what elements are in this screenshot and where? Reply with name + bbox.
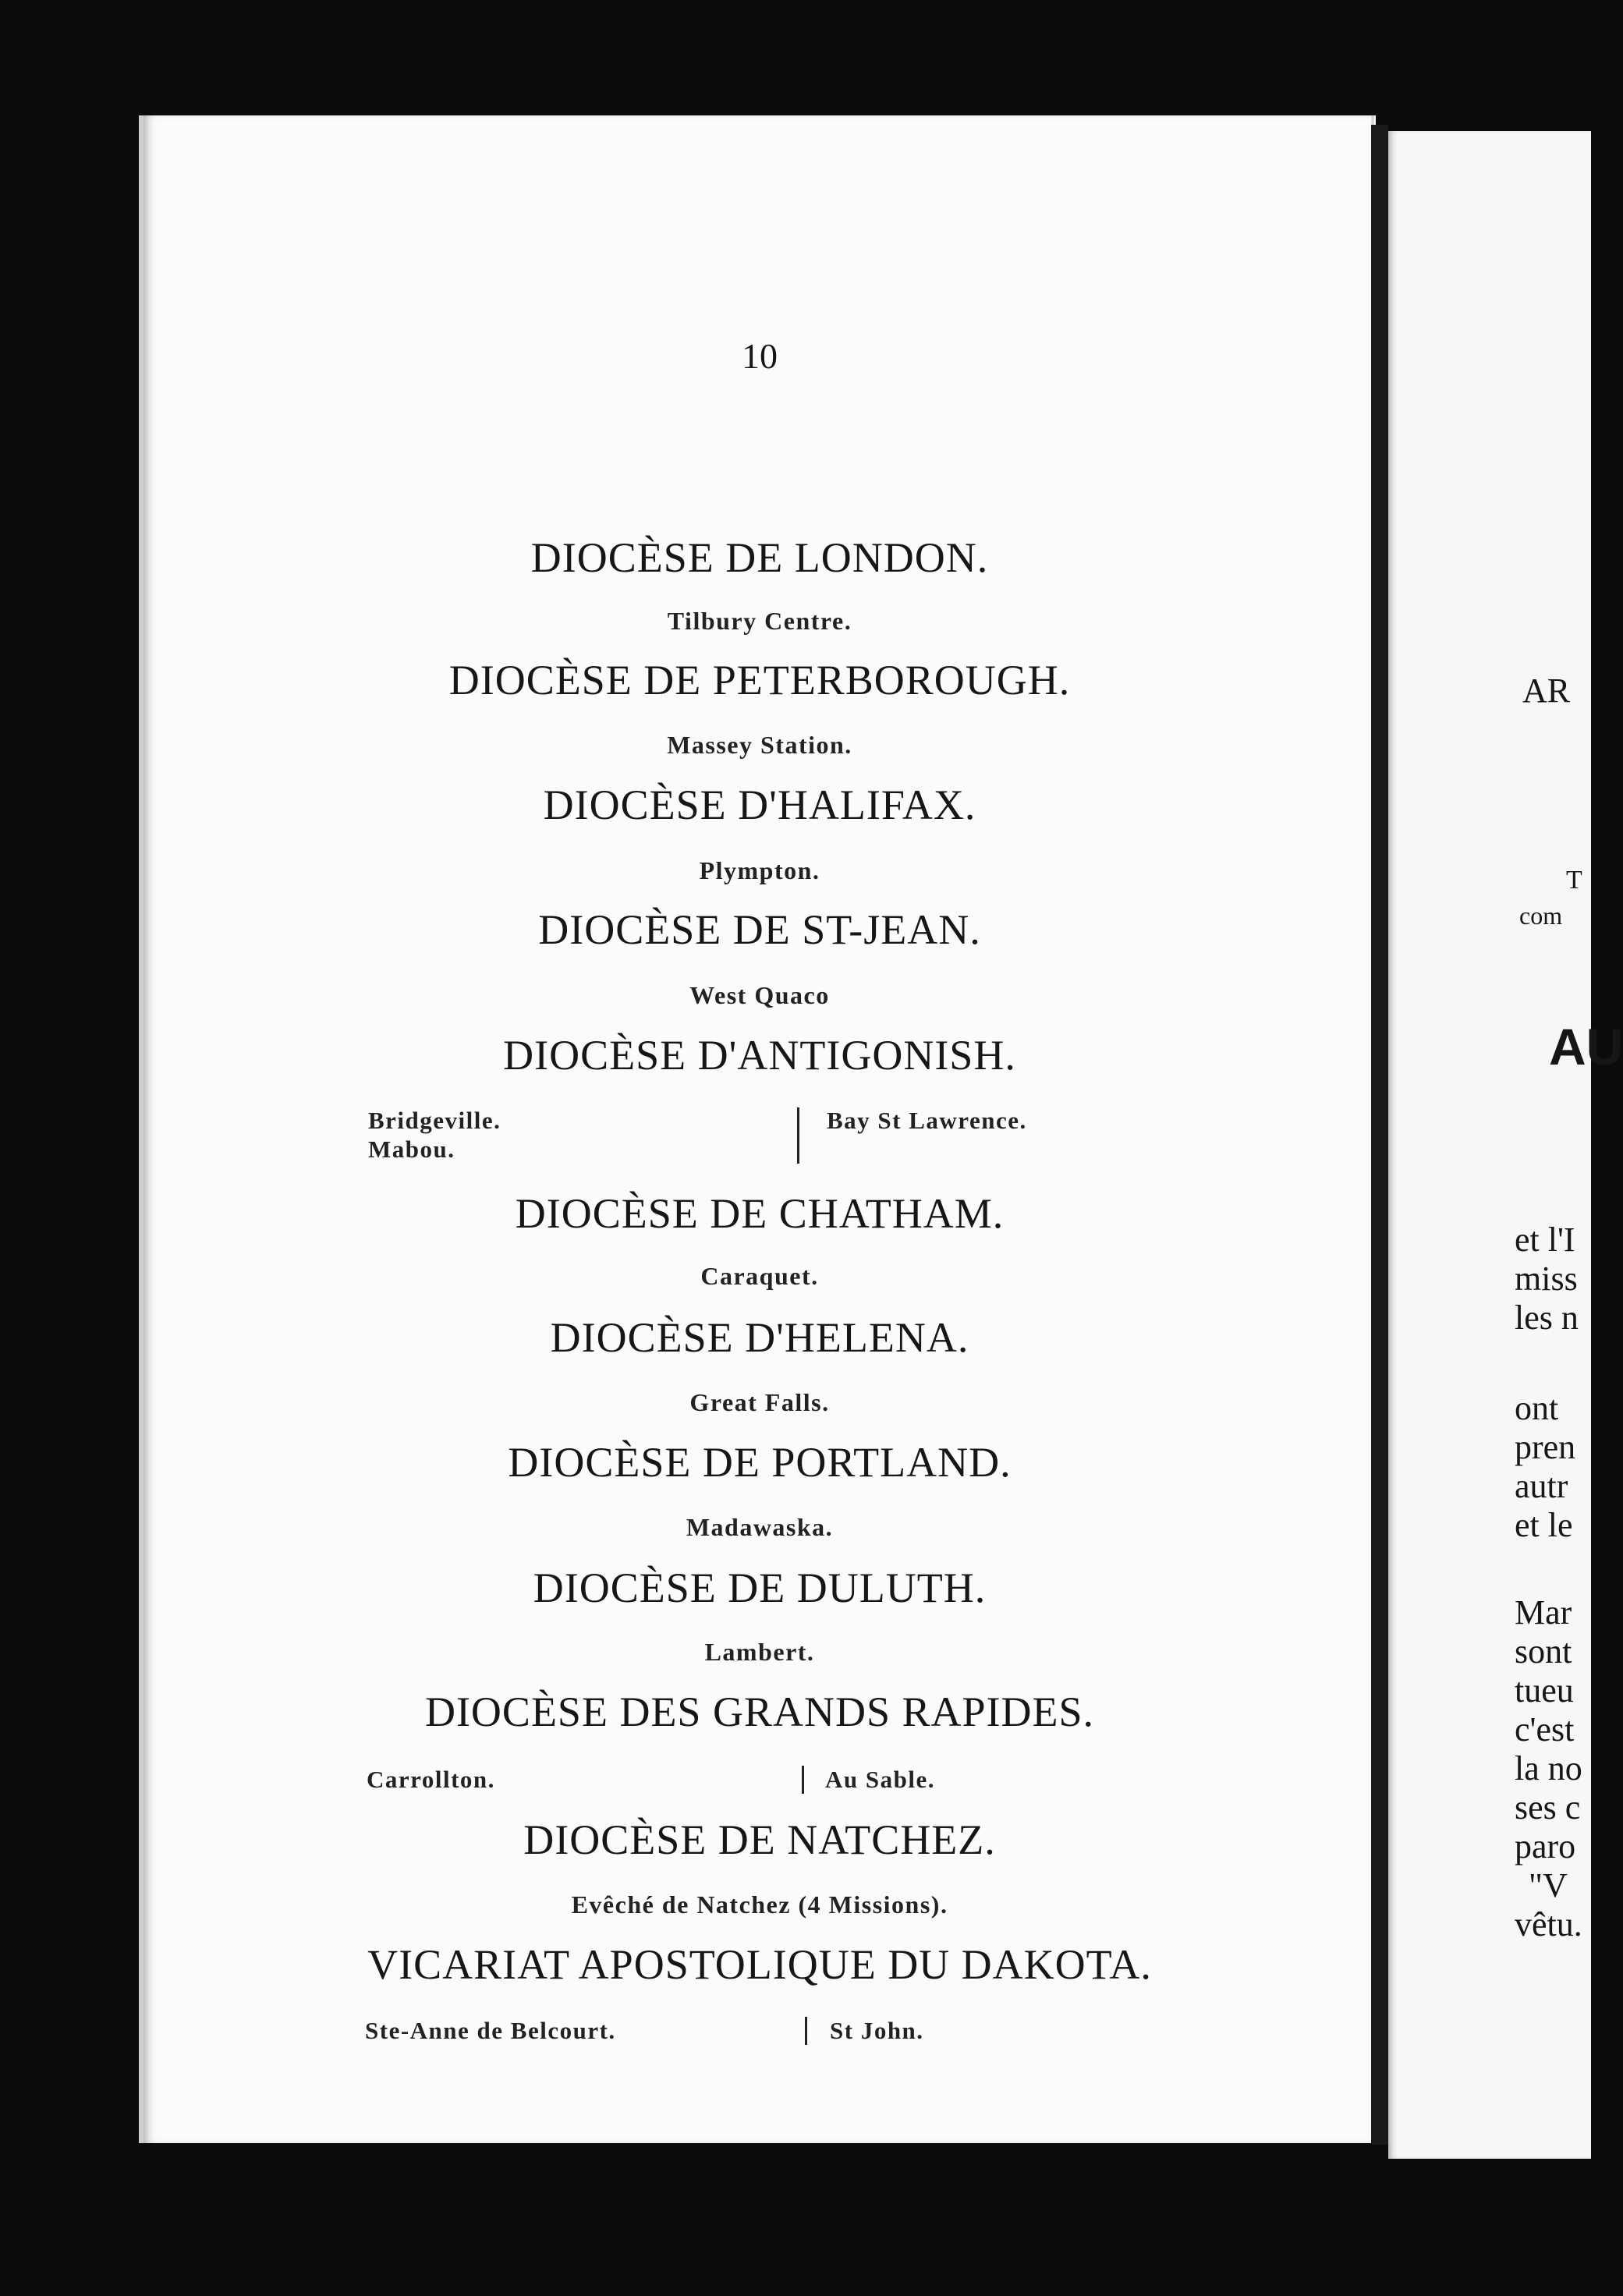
mission-place: Evêché de Natchez (4 Missions). bbox=[571, 1890, 948, 1919]
diocese-heading: DIOCÈSE DE ST-JEAN. bbox=[538, 906, 981, 953]
facing-text: ont bbox=[1515, 1389, 1559, 1427]
facing-text: c'est bbox=[1515, 1710, 1575, 1749]
column-divider bbox=[802, 1766, 804, 1794]
diocese-heading: DIOCÈSE D'ANTIGONISH. bbox=[503, 1032, 1016, 1079]
facing-text: les n bbox=[1515, 1299, 1579, 1337]
diocese-heading: DIOCÈSE DE DULUTH. bbox=[533, 1564, 987, 1611]
facing-text: AR bbox=[1522, 671, 1571, 710]
diocese-heading: DIOCÈSE D'HALIFAX. bbox=[543, 781, 976, 828]
facing-text: AU bbox=[1549, 1018, 1623, 1075]
diocese-heading: DIOCÈSE DE PORTLAND. bbox=[508, 1439, 1012, 1486]
diocese-heading: DIOCÈSE DES GRANDS RAPIDES. bbox=[424, 1688, 1095, 1735]
mission-place-left: Ste-Anne de Belcourt. bbox=[365, 2017, 616, 2044]
mission-place: Tilbury Centre. bbox=[667, 607, 852, 635]
book-gutter bbox=[1371, 125, 1388, 2145]
facing-text: paro bbox=[1515, 1827, 1576, 1866]
mission-place-left: Bridgeville. bbox=[368, 1107, 501, 1134]
facing-text: com bbox=[1519, 902, 1563, 930]
diocese-heading: VICARIAT APOSTOLIQUE DU DAKOTA. bbox=[367, 1941, 1152, 1988]
facing-text: la no bbox=[1515, 1749, 1582, 1788]
mission-place-left: Mabou. bbox=[368, 1136, 455, 1163]
facing-text: tueu bbox=[1515, 1671, 1574, 1710]
mission-place-right: Bay St Lawrence. bbox=[827, 1107, 1027, 1134]
column-divider bbox=[805, 2017, 807, 2045]
mission-place-right: St John. bbox=[830, 2017, 924, 2044]
left-page bbox=[139, 115, 1376, 2143]
facing-text: miss bbox=[1515, 1260, 1578, 1298]
column-divider bbox=[797, 1107, 799, 1164]
mission-place: West Quaco bbox=[689, 981, 830, 1009]
facing-text: T bbox=[1566, 866, 1582, 895]
diocese-heading: DIOCÈSE DE NATCHEZ. bbox=[523, 1816, 996, 1863]
facing-text: pren bbox=[1515, 1428, 1576, 1466]
facing-page bbox=[1388, 131, 1623, 2159]
mission-place-right: Au Sable. bbox=[825, 1766, 935, 1793]
facing-text: et l'I bbox=[1515, 1221, 1575, 1259]
facing-text: et le bbox=[1515, 1506, 1573, 1544]
diocese-heading: DIOCÈSE DE CHATHAM. bbox=[515, 1190, 1005, 1237]
diocese-heading: DIOCÈSE DE PETERBOROUGH. bbox=[448, 657, 1071, 703]
mission-place: Lambert. bbox=[704, 1638, 815, 1666]
facing-text: autr bbox=[1515, 1467, 1568, 1505]
facing-text: sont bbox=[1515, 1632, 1572, 1671]
diocese-heading: DIOCÈSE DE LONDON. bbox=[530, 534, 989, 581]
page-number: 10 bbox=[742, 336, 778, 376]
facing-text: vêtu. bbox=[1515, 1905, 1582, 1943]
mission-place-left: Carrollton. bbox=[367, 1766, 495, 1793]
diocese-heading: DIOCÈSE D'HELENA. bbox=[550, 1314, 969, 1361]
facing-text: "V bbox=[1529, 1866, 1568, 1904]
mission-place: Caraquet. bbox=[700, 1262, 819, 1290]
mission-place: Great Falls. bbox=[689, 1388, 830, 1416]
facing-text: Mar bbox=[1515, 1593, 1572, 1632]
facing-text: ses c bbox=[1515, 1788, 1581, 1827]
mission-place: Plympton. bbox=[699, 856, 820, 884]
mission-place: Madawaska. bbox=[686, 1513, 834, 1541]
mission-place: Massey Station. bbox=[667, 731, 852, 759]
